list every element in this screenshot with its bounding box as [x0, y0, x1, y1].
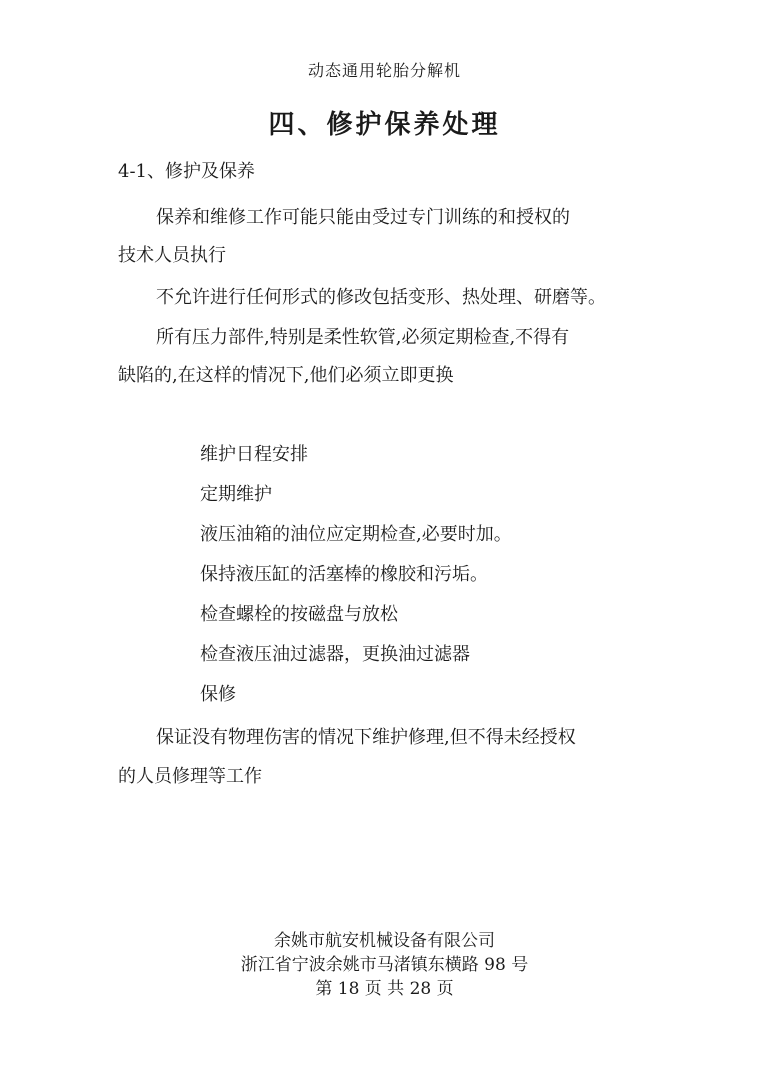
subsection-heading: 4-1、修护及保养	[118, 161, 255, 182]
paragraph-line: 技术人员执行	[118, 245, 226, 266]
maintenance-item: 检查液压油过滤器，更换油过滤器	[200, 644, 470, 665]
paragraph-line: 保证没有物理伤害的情况下维护修理,但不得未经授权	[156, 727, 576, 748]
paragraph-line: 的人员修理等工作	[118, 766, 262, 787]
paragraph-line: 所有压力部件,特别是柔性软管,必须定期检查,不得有	[156, 327, 570, 348]
maintenance-item: 保持液压缸的活塞棒的橡胶和污垢。	[200, 564, 488, 585]
paragraph-line: 保养和维修工作可能只能由受过专门训练的和授权的	[156, 207, 570, 228]
repair-title: 保修	[200, 684, 236, 705]
periodic-maintenance-title: 定期维护	[200, 484, 272, 505]
footer-address: 浙江省宁波余姚市马渚镇东横路 98 号	[240, 955, 529, 975]
footer-company: 余姚市航安机械设备有限公司	[274, 931, 495, 951]
running-header: 动态通用轮胎分解机	[307, 61, 461, 80]
paragraph-line: 缺陷的,在这样的情况下,他们必须立即更换	[118, 365, 454, 386]
maintenance-item: 液压油箱的油位应定期检查,必要时加。	[200, 524, 512, 545]
maintenance-schedule-title: 维护日程安排	[200, 444, 308, 465]
footer-page-number: 第 18 页 共 28 页	[315, 979, 454, 999]
maintenance-item: 检查螺栓的按磁盘与放松	[200, 604, 398, 625]
section-title: 四、修护保养处理	[268, 110, 501, 140]
paragraph-line: 不允许进行任何形式的修改包括变形、热处理、研磨等。	[156, 287, 606, 308]
